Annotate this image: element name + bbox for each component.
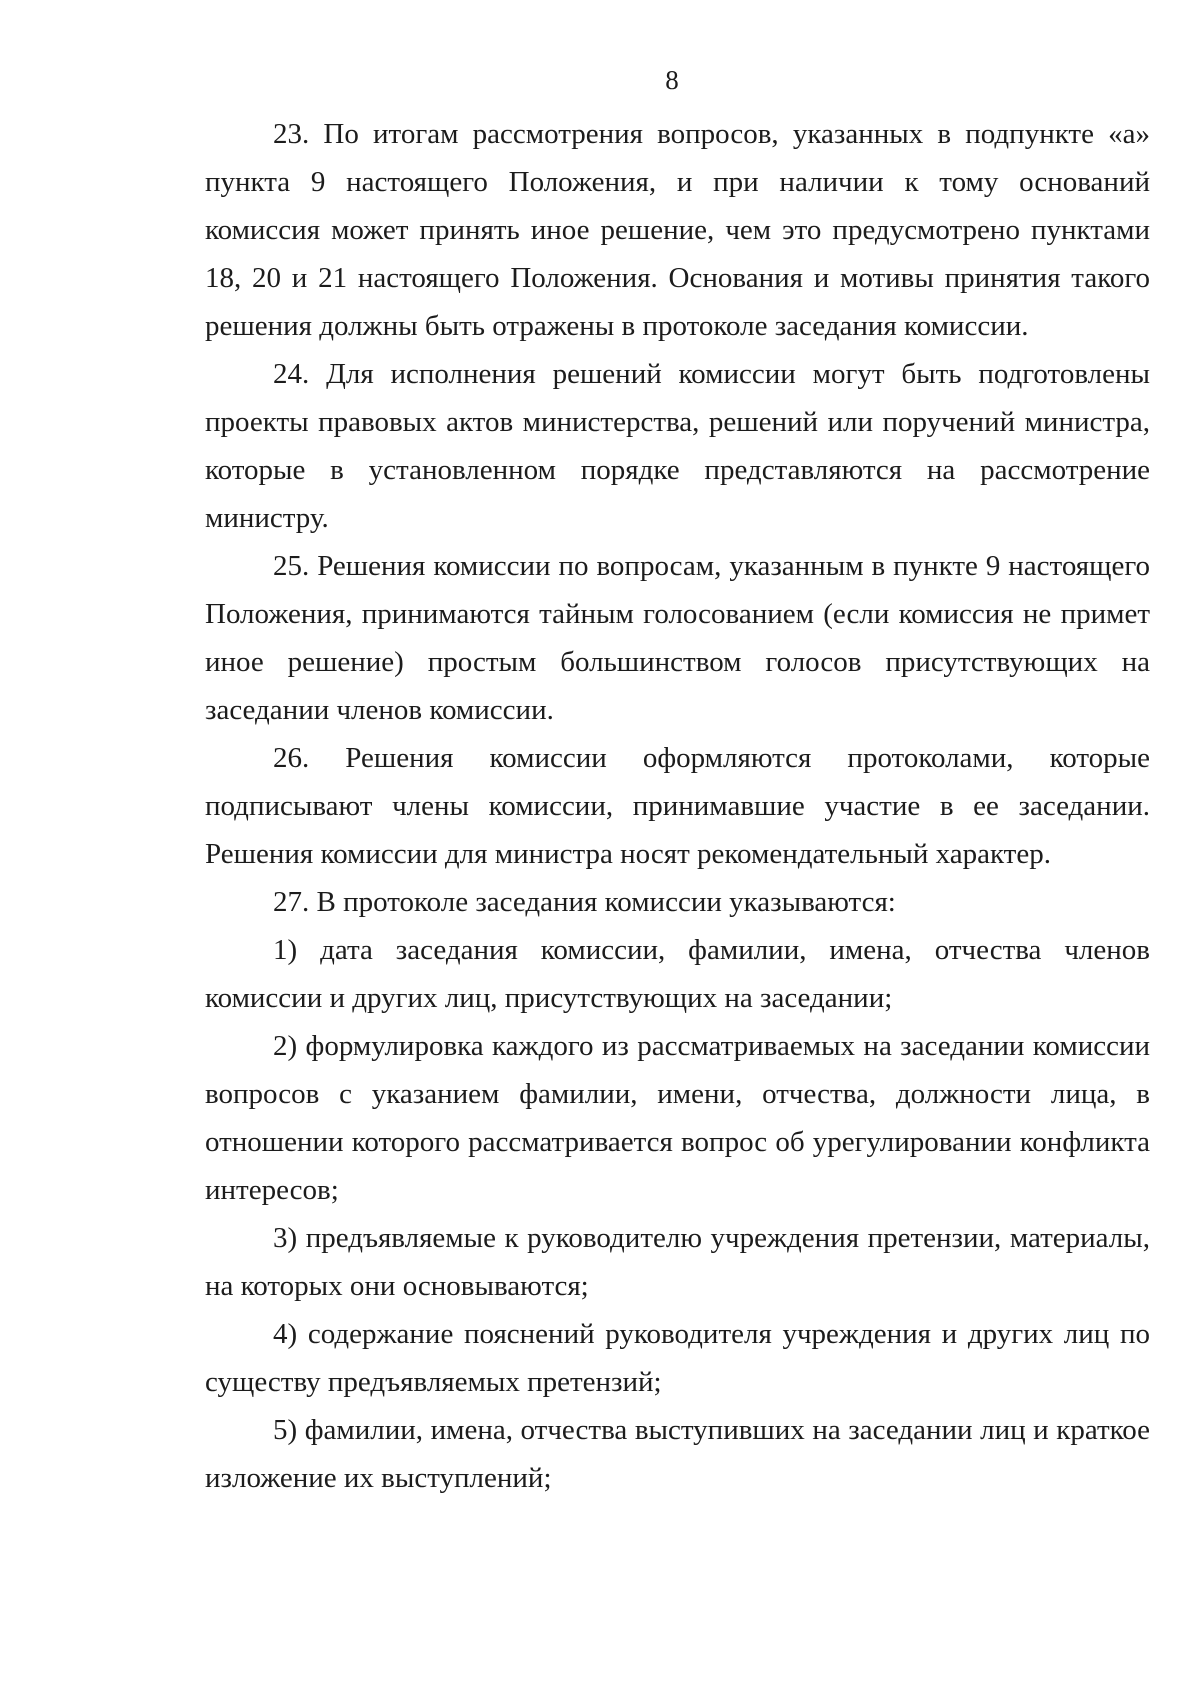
list-item-4: 4) содержание пояснений руководителя учреждения и других лиц по существу предъявляемых претензий;	[205, 1318, 1150, 1398]
list-item-2: 2) формулировка каждого из рассматриваемых на заседании комиссии вопросов с указанием фамилии, имени, отчества, должности лица, в отношении которого рассматривается вопрос об урегулировании конфликта интересов;	[205, 1030, 1150, 1206]
document-body	[205, 110, 1150, 1502]
paragraph-27: 27. В протоколе заседания комиссии указываются:	[273, 886, 896, 918]
paragraph-23: 23. По итогам рассмотрения вопросов, указанных в подпункте «а» пункта 9 настоящего Положения, и при наличии к тому оснований комиссия может принять иное решение, чем это предусмотрено пунктами 18, 20 и 21 настоящего Положения. Основания и мотивы принятия такого решения должны быть отражены в протоколе заседания комиссии.	[205, 118, 1150, 342]
list-item-1: 1) дата заседания комиссии, фамилии, имена, отчества членов комиссии и других лиц, присутствующих на заседании;	[205, 934, 1150, 1014]
paragraph-24: 24. Для исполнения решений комиссии могут быть подготовлены проекты правовых актов министерства, решений или поручений министра, которые в установленном порядке представляются на рассмотрение министру.	[205, 358, 1150, 534]
list-item-5: 5) фамилии, имена, отчества выступивших на заседании лиц и краткое изложение их выступлений;	[205, 1414, 1150, 1494]
paragraph-25: 25. Решения комиссии по вопросам, указанным в пункте 9 настоящего Положения, принимаются тайным голосованием (если комиссия не примет иное решение) простым большинством голосов присутствующих на заседании членов комиссии.	[205, 550, 1150, 726]
page-number: 8	[665, 65, 679, 95]
list-item-3: 3) предъявляемые к руководителю учреждения претензии, материалы, на которых они основываются;	[205, 1222, 1150, 1302]
paragraph-26: 26. Решения комиссии оформляются протоколами, которые подписывают члены комиссии, принимавшие участие в ее заседании. Решения комиссии для министра носят рекомендательный характер.	[205, 742, 1150, 870]
